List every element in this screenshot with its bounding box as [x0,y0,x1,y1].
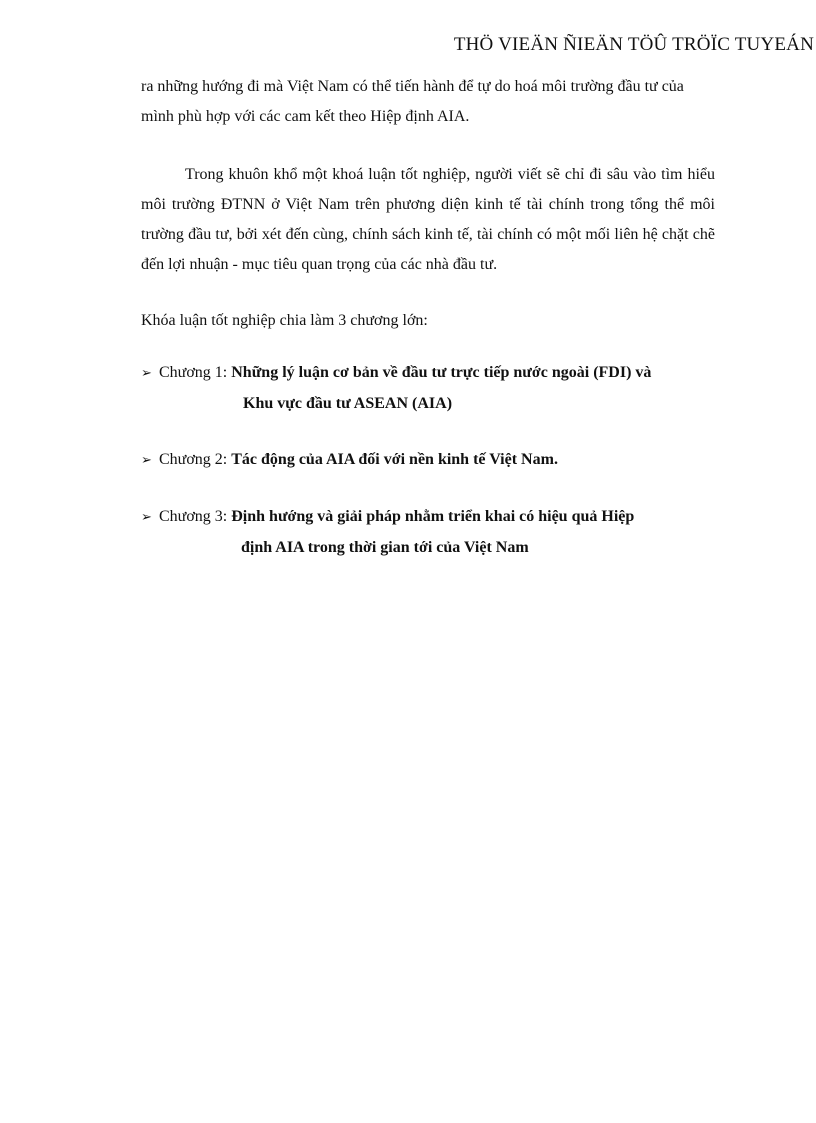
chapter-2-item [141,445,715,476]
paragraph-scope: Trong khuôn khổ một khoá luận tốt nghiệp, người viết sẽ chỉ đi sâu vào tìm hiểu môi trường ĐTNN ở Việt Nam trên phương diện kinh tế tài chính trong tổng thể môi trường đầu tư, bởi xét đến cùng, chính sách kinh tế, tài chính có một mối liên hệ chặt chẽ đến lợi nhuận - mục tiêu quan trọng của các nhà đầu tư. [141,166,715,273]
arrow-bullet-icon: ➢ [141,453,152,468]
chapter-2-title: Tác động của AIA đối với nền kinh tế Việt Nam. [231,451,558,468]
chapter-3-item [141,502,715,563]
paragraph-structure: Khóa luận tốt nghiệp chia làm 3 chương lớn: [141,312,428,329]
chapter-3-label: Chương 3: [159,508,232,525]
document-body [141,72,715,563]
chapter-3-title-continued: định AIA trong thời gian tới của Việt Nam [241,539,529,556]
chapter-2-label: Chương 2: [159,451,232,468]
chapter-3-title: Định hướng và giải pháp nhằm triển khai có hiệu quả Hiệp [231,508,635,525]
paragraph-intro-continuation: ra những hướng đi mà Việt Nam có thể tiến hành để tự do hoá môi trường đầu tư của mình phù hợp với các cam kết theo Hiệp định AIA. [141,78,684,125]
arrow-bullet-icon: ➢ [141,366,152,381]
arrow-bullet-icon: ➢ [141,510,152,525]
page-header: THÖ VIEÄN ÑIEÄN TÖÛ TRÖÏC TUYEÁN [453,34,814,55]
chapter-1-title: Những lý luận cơ bản về đầu tư trực tiếp nước ngoài (FDI) và [231,364,652,381]
chapter-1-title-continued: Khu vực đầu tư ASEAN (AIA) [243,395,453,412]
chapter-1-label: Chương 1: [159,364,232,381]
chapter-1-item [141,358,715,419]
